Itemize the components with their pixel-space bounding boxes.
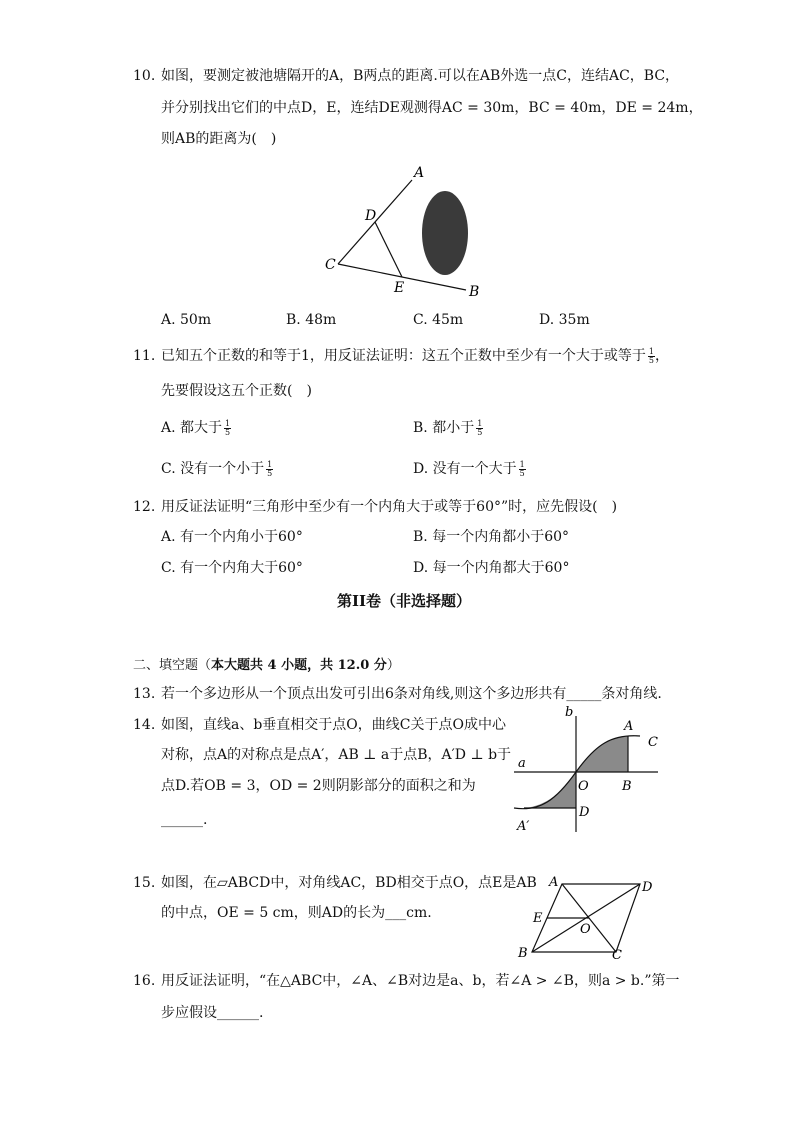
q15-label-e: E	[533, 911, 543, 926]
q14-text-line2: 对称，点A的对称点是点A′，AB ⊥ a于点B，A′D ⊥ b于	[161, 747, 512, 763]
q10-option-c[interactable]: C. 45m	[413, 312, 464, 328]
q10-text-line2: 并分别找出它们的中点D，E，连结DE观测得AC = 30m，BC = 40m，DE = 24m，	[161, 100, 703, 116]
q16-text-line2: 步应假设______.	[161, 1005, 264, 1021]
q10-option-b[interactable]: B. 48m	[286, 312, 337, 328]
fraction-denominator: 5	[477, 427, 483, 437]
part-heading-suffix: ）	[386, 658, 400, 673]
q10-label-b: B	[469, 284, 480, 300]
section-title: 第II卷（非选择题）	[337, 592, 472, 610]
q10-label-e: E	[394, 280, 405, 296]
fraction-numerator: 1	[267, 459, 273, 469]
q12-option-b[interactable]: B. 每一个内角都小于60°	[413, 529, 570, 545]
q13-text-line1: 若一个多边形从一个顶点出发可引出6条对角线,则这个多边形共有_____条对角线.	[161, 686, 662, 702]
q10-text-line1: 如图，要测定被池塘隔开的A，B两点的距离.可以在AB外选一点C，连结AC，BC，	[161, 68, 680, 84]
q10-option-a[interactable]: A. 50m	[161, 312, 212, 328]
q14-label-a-point: A	[624, 719, 634, 734]
q11-option-c-text: C. 没有一个小于	[161, 461, 265, 477]
fraction-denominator: 5	[519, 468, 525, 478]
q14-number: 14.	[133, 717, 156, 733]
q11-text-line2: 先要假设这五个正数( )	[161, 383, 312, 399]
q10-option-d[interactable]: D. 35m	[539, 312, 590, 328]
q15-text-line2: 的中点，OE = 5 cm，则AD的长为___cm.	[161, 905, 432, 921]
q13-number: 13.	[133, 686, 156, 702]
q10-label-a: A	[414, 165, 425, 181]
q12-option-d[interactable]: D. 每一个内角都大于60°	[413, 560, 570, 576]
q11-option-a-text: A. 都大于	[161, 420, 223, 436]
fraction-denominator: 5	[648, 355, 654, 365]
fraction-numerator: 1	[648, 346, 654, 356]
q14-text-line1: 如图，直线a、b垂直相交于点O，曲线C关于点O成中心	[161, 717, 506, 733]
q10-number: 10.	[133, 68, 156, 84]
q11-option-b-text: B. 都小于	[413, 420, 475, 436]
q14-label-d: D	[579, 805, 590, 820]
q12-option-c[interactable]: C. 有一个内角大于60°	[161, 560, 303, 576]
fraction-numerator: 1	[225, 418, 231, 428]
q10-label-c: C	[325, 257, 336, 273]
q14-text-line3: 点D.若OB = 3，OD = 2则阴影部分的面积之和为	[161, 778, 476, 794]
q14-label-b-point: B	[622, 779, 632, 794]
q14-label-a-line: a	[518, 756, 526, 771]
fraction-numerator: 1	[477, 418, 483, 428]
part-heading-bold: 本大题共 4 小题，共 12.0 分	[211, 658, 387, 673]
part-heading-prefix: 二、填空题（	[133, 658, 212, 673]
q10-label-d: D	[365, 208, 377, 224]
q14-label-a-prime: A′	[517, 819, 530, 834]
q15-label-b: B	[518, 946, 528, 961]
fraction-numerator: 1	[519, 459, 525, 469]
q12-option-a[interactable]: A. 有一个内角小于60°	[161, 529, 303, 545]
q15-label-a: A	[549, 875, 559, 890]
q12-number: 12.	[133, 499, 156, 515]
q15-number: 15.	[133, 875, 156, 891]
q11-comma: ，	[655, 348, 669, 364]
q14-label-c: C	[648, 735, 658, 750]
q16-text-line1: 用反证法证明，“在△ABC中，∠A、∠B对边是a、b，若∠A > ∠B，则a > b.”第一	[161, 973, 680, 989]
q11-option-d-text: D. 没有一个大于	[413, 461, 517, 477]
q14-label-b-line: b	[565, 705, 574, 720]
q14-label-o: O	[578, 779, 589, 794]
q15-label-o: O	[580, 922, 591, 937]
q15-label-c: C	[612, 948, 622, 963]
q16-number: 16.	[133, 973, 156, 989]
q15-text-line1: 如图，在▱ABCD中，对角线AC，BD相交于点O，点E是AB	[161, 875, 537, 891]
q11-number: 11.	[133, 348, 156, 364]
q15-label-d: D	[642, 880, 653, 895]
fraction-denominator: 5	[267, 468, 273, 478]
q12-text-line1: 用反证法证明“三角形中至少有一个内角大于或等于60°”时，应先假设( )	[161, 499, 618, 515]
q14-text-line4: ______.	[161, 812, 208, 828]
q11-line1-text: 已知五个正数的和等于1，用反证法证明：这五个正数中至少有一个大于或等于	[161, 348, 646, 364]
q10-text-line3: 则AB的距离为( )	[161, 131, 277, 147]
fraction-denominator: 5	[225, 427, 231, 437]
